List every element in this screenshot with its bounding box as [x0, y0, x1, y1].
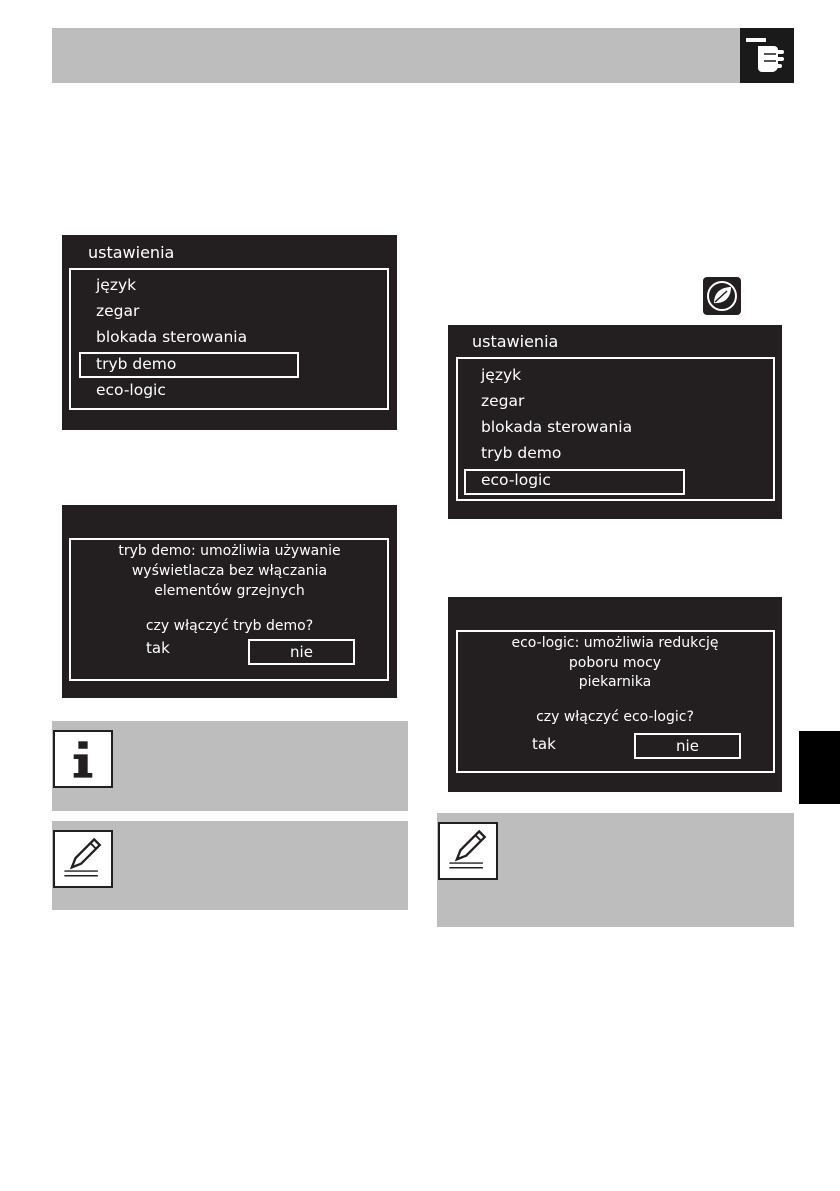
menu-item-language[interactable]: język [481, 366, 522, 384]
edit-note-box [52, 821, 408, 910]
info-icon [53, 730, 113, 788]
dialog-line-3: elementów grzejnych [154, 583, 305, 599]
dialog-question: czy włączyć tryb demo? [145, 618, 314, 634]
menu-item-clock[interactable]: zegar [481, 392, 525, 410]
edit-note-box [437, 813, 794, 927]
dialog-line-2: wyświetlacza bez włączania [131, 563, 328, 579]
menu-item-eco-logic[interactable]: eco-logic [96, 381, 166, 399]
no-button[interactable]: nie [248, 639, 355, 665]
yes-button[interactable]: tak [146, 639, 170, 657]
menu-item-control-lock[interactable]: blokada sterowania [96, 328, 248, 346]
menu-item-demo-mode[interactable]: tryb demo [96, 355, 177, 373]
menu-item-eco-logic[interactable]: eco-logic [481, 471, 551, 489]
settings-menu-screen-demo [62, 235, 397, 430]
menu-item-clock[interactable]: zegar [96, 302, 140, 320]
screen-title: ustawienia [88, 243, 175, 262]
info-note-box [52, 721, 408, 811]
pointing-hand-icon [740, 28, 794, 83]
menu-item-control-lock[interactable]: blokada sterowania [481, 418, 633, 436]
yes-button[interactable]: tak [532, 735, 556, 753]
no-button[interactable]: nie [634, 733, 741, 759]
screen-title: ustawienia [472, 332, 559, 351]
header-bar [52, 28, 794, 83]
section-tab [799, 731, 840, 804]
settings-menu-screen-eco [448, 325, 782, 519]
dialog-line-1: tryb demo: umożliwia używanie [118, 543, 341, 559]
dialog-line-3: piekarnika [578, 674, 652, 690]
pencil-note-icon [53, 830, 113, 888]
dialog-line-2: poboru mocy [568, 655, 662, 671]
pencil-note-icon [438, 822, 498, 880]
dialog-question: czy włączyć eco-logic? [536, 709, 694, 725]
demo-mode-dialog-screen [62, 505, 397, 698]
dialog-line-1: eco-logic: umożliwia redukcję [511, 635, 719, 651]
eco-logic-dialog-screen [448, 597, 782, 792]
leaf-icon [703, 277, 741, 315]
menu-item-demo-mode[interactable]: tryb demo [481, 444, 562, 462]
menu-item-language[interactable]: język [96, 276, 137, 294]
